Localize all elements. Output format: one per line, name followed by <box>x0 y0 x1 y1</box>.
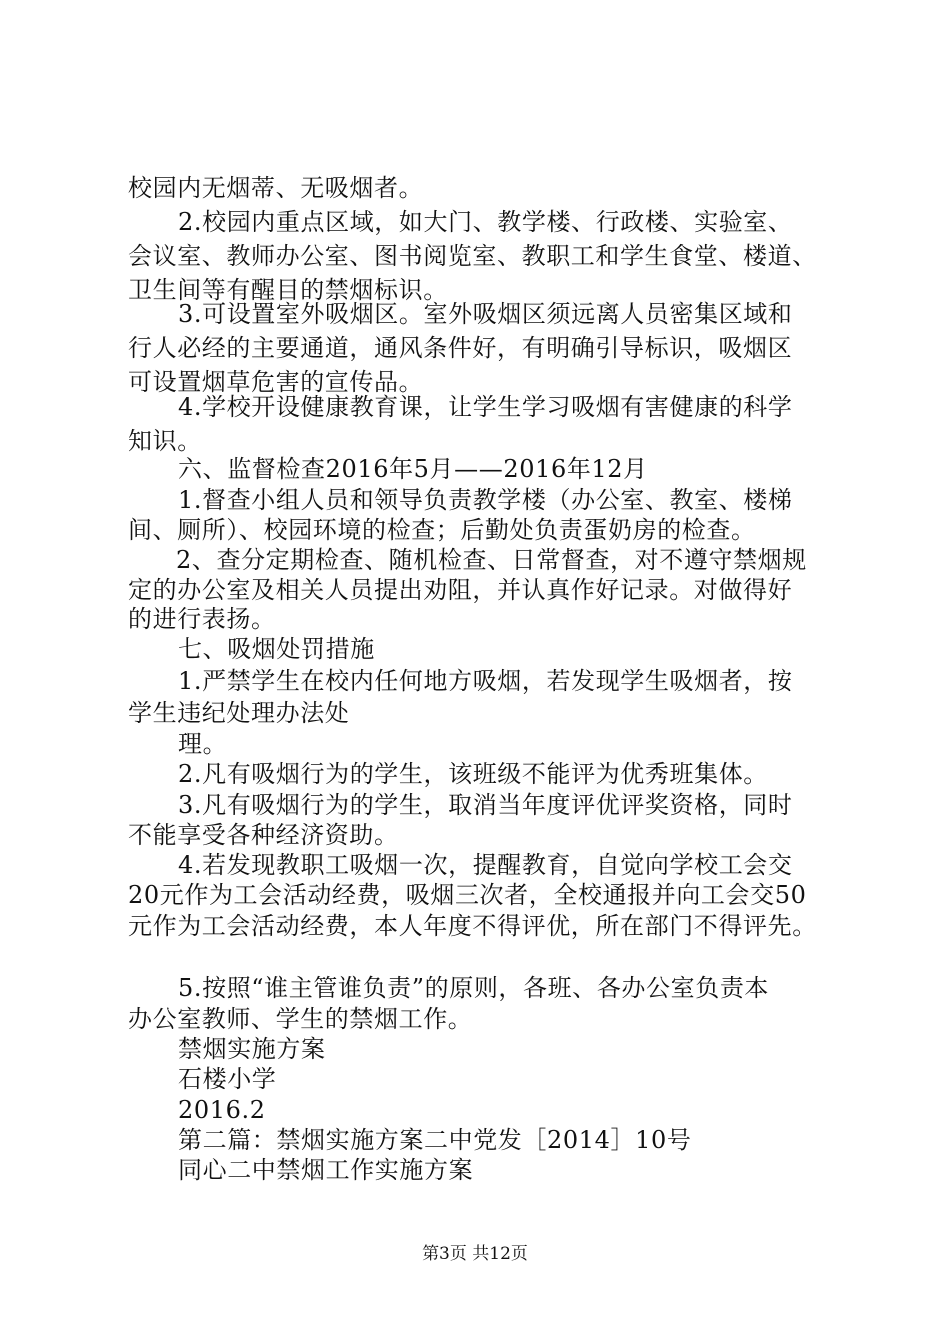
section-heading: 七、吸烟处罚措施 <box>178 635 375 663</box>
section-heading: 六、监督检查2016年5月——2016年12月 <box>178 455 648 483</box>
paragraph-line: 会议室、教师办公室、图书阅览室、教职工和学生食堂、楼道、 <box>128 242 817 270</box>
paragraph-line: 2、查分定期检查、随机检查、日常督查，对不遵守禁烟规 <box>176 546 807 574</box>
paragraph-line: 1.严禁学生在校内任何地方吸烟，若发现学生吸烟者，按 <box>178 667 793 695</box>
chapter-heading: 第二篇：禁烟实施方案二中党发［2014］10号 <box>178 1126 692 1154</box>
paragraph-line: 元作为工会活动经费，本人年度不得评优，所在部门不得评先。 <box>128 912 817 940</box>
school-name: 石楼小学 <box>178 1065 277 1093</box>
paragraph-line: 办公室教师、学生的禁烟工作。 <box>128 1005 473 1033</box>
paragraph-line: 2.校园内重点区域，如大门、教学楼、行政楼、实验室、 <box>178 208 793 236</box>
paragraph-line: 不能享受各种经济资助。 <box>128 821 399 849</box>
paragraph-line: 间、厕所）、校园环境的检查；后勤处负责蛋奶房的检查。 <box>128 516 756 544</box>
paragraph-line: 定的办公室及相关人员提出劝阻，并认真作好记录。对做得好 <box>128 576 793 604</box>
paragraph-line: 20元作为工会活动经费，吸烟三次者，全校通报并向工会交50 <box>128 881 807 909</box>
paragraph-line: 1.督查小组人员和领导负责教学楼（办公室、教室、楼梯 <box>178 486 793 514</box>
paragraph-line: 校园内无烟蒂、无吸烟者。 <box>128 174 424 202</box>
document-title: 禁烟实施方案 <box>178 1035 326 1063</box>
paragraph-line: 5.按照“谁主管谁负责”的原则，各班、各办公室负责本 <box>178 974 770 1002</box>
paragraph-line: 理。 <box>178 730 228 758</box>
paragraph-line: 3.可设置室外吸烟区。室外吸烟区须远离人员密集区域和 <box>178 300 793 328</box>
chapter-subtitle: 同心二中禁烟工作实施方案 <box>178 1156 474 1184</box>
paragraph-line: 4.学校开设健康教育课，让学生学习吸烟有害健康的科学 <box>178 393 793 421</box>
paragraph-line: 4.若发现教职工吸烟一次，提醒教育，自觉向学校工会交 <box>178 851 793 879</box>
paragraph-line: 3.凡有吸烟行为的学生，取消当年度评优评奖资格，同时 <box>178 791 793 819</box>
paragraph-line: 2.凡有吸烟行为的学生，该班级不能评为优秀班集体。 <box>178 760 768 788</box>
page-number: 第3页 共12页 <box>422 1244 528 1264</box>
paragraph-line: 可设置烟草危害的宣传品。 <box>128 368 424 396</box>
paragraph-line: 知识。 <box>128 427 202 455</box>
paragraph-line: 卫生间等有醒目的禁烟标识。 <box>128 276 448 304</box>
paragraph-line: 学生违纪处理办法处 <box>128 699 350 727</box>
paragraph-line: 行人必经的主要通道，通风条件好，有明确引导标识，吸烟区 <box>128 334 793 362</box>
document-date: 2016.2 <box>178 1096 266 1124</box>
paragraph-line: 的进行表扬。 <box>128 605 276 633</box>
